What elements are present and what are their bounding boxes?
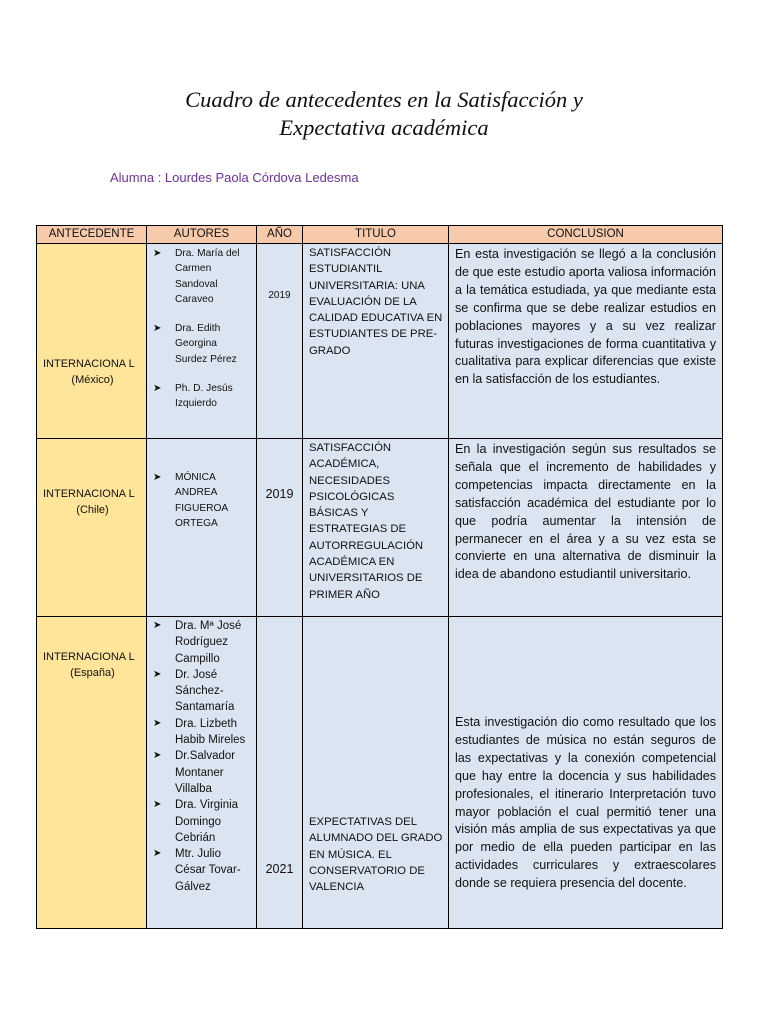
list-item <box>153 846 252 895</box>
student-name: Alumna : Lourdes Paola Córdova Ledesma <box>110 170 359 185</box>
antecedente-cell <box>37 244 147 439</box>
table-row <box>37 617 723 929</box>
antecedente-label: INTERNACIONA L <box>43 651 135 663</box>
antecedente-label: INTERNACIONA L <box>43 358 135 370</box>
table-row <box>37 244 723 439</box>
arrow-bullet-icon: ➤ <box>153 248 162 259</box>
list-item <box>153 246 252 307</box>
year-cell: 2021 <box>257 617 303 929</box>
list-item <box>153 618 252 667</box>
author-name: Dra. Lizbeth Habib Mireles <box>175 717 246 747</box>
list-item <box>153 748 252 797</box>
antecedente-place: (España) <box>70 667 115 679</box>
author-name: Ph. D. Jesús Izquierdo <box>175 383 233 410</box>
arrow-bullet-icon: ➤ <box>153 620 162 631</box>
title-cell: SATISFACCIÓN ACADÉMICA, NECESIDADES PSICOLÓGICAS BÁSICAS Y ESTRATEGIAS DE AUTORREGULACIÓN ACADÉMICA EN UNIVERSITARIOS DE PRIMER AÑO <box>303 439 449 617</box>
arrow-bullet-icon: ➤ <box>153 472 162 483</box>
antecedente-cell <box>37 617 147 929</box>
arrow-bullet-icon: ➤ <box>153 750 162 762</box>
list-item <box>153 321 252 367</box>
header-anio: AÑO <box>257 226 303 244</box>
arrow-bullet-icon: ➤ <box>153 383 162 395</box>
authors-cell <box>147 244 257 439</box>
arrow-bullet-icon: ➤ <box>153 668 162 680</box>
antecedents-table <box>36 225 723 929</box>
header-antecedente: ANTECEDENTE <box>37 226 147 244</box>
antecedente-cell <box>37 439 147 617</box>
antecedente-place: (México) <box>71 374 114 386</box>
header-titulo: TITULO <box>303 226 449 244</box>
arrow-bullet-icon: ➤ <box>153 799 162 811</box>
antecedente-label: INTERNACIONA L <box>43 488 135 500</box>
conclusion-cell: Esta investigación dio como resultado que los estudiantes de música no están seguros de las expectativas y la conexión competencial que hay entre la docencia y sus habilidades profesionales, el itinerario Interpretación tuvo mayor población el cual permitió tener una visión más amplia de sus expectativas ya que por medio de ella pueden participar en las actividades curriculares y extraescolares donde se requiera presencia del docente. <box>449 617 723 929</box>
table-header-row <box>37 226 723 244</box>
arrow-bullet-icon: ➤ <box>153 323 162 335</box>
title-cell: EXPECTATIVAS DEL ALUMNADO DEL GRADO EN MÚSICA. EL CONSERVATORIO DE VALENCIA <box>303 617 449 929</box>
authors-cell <box>147 617 257 929</box>
author-name: Dr.Salvador Montaner Villalba <box>175 750 236 795</box>
list-item <box>153 470 252 531</box>
table-row <box>37 439 723 617</box>
arrow-bullet-icon: ➤ <box>153 717 162 729</box>
author-name: Dra. María del Carmen Sandoval Caraveo <box>175 248 240 305</box>
document-title-line-1: Cuadro de antecedentes en la Satisfacción y <box>185 87 583 112</box>
conclusion-cell: En la investigación según sus resultados se señala que el incremento de habilidades y competencias impacta directamente en la satisfacción académica del estudiante por lo que podría aumentar la intensión de permanecer en el área y a su vez esta se convierte en una alternativa de disminuir la idea de abandono estudiantil universitario. <box>449 439 723 617</box>
document-title-line-2: Expectativa académica <box>279 115 489 140</box>
list-item <box>153 797 252 846</box>
authors-cell <box>147 439 257 617</box>
year-cell: 2019 <box>257 439 303 617</box>
list-item <box>153 716 252 749</box>
document-title <box>0 86 768 142</box>
author-name: Dra. Mª José Rodríguez Campillo <box>175 620 242 665</box>
title-cell: SATISFACCIÓN ESTUDIANTIL UNIVERSITARIA: UNA EVALUACIÓN DE LA CALIDAD EDUCATIVA EN ESTUDIANTES DE PRE-GRADO <box>303 244 449 439</box>
arrow-bullet-icon: ➤ <box>153 848 162 860</box>
author-name: Dra. Virginia Domingo Cebrián <box>175 799 239 844</box>
author-name: MÓNICA ANDREA FIGUEROA ORTEGA <box>175 472 228 529</box>
antecedente-place: (Chile) <box>76 504 109 516</box>
author-name: Mtr. Julio César Tovar-Gálvez <box>175 848 241 893</box>
conclusion-cell: En esta investigación se llegó a la conclusión de que este estudio aporta valiosa información a la temática estudiada, ya que mediante esta se confirma que se debe realizar estudios en poblaciones mayores y a su vez realizar futuras investigaciones de forma cuantitativa y cualitativa para explicar diferencias que existe en la satisfacción de los estudiantes. <box>449 244 723 439</box>
year-cell: 2019 <box>257 244 303 439</box>
author-name: Dr. José Sánchez-Santamaría <box>175 668 235 714</box>
list-item <box>153 667 252 716</box>
list-item <box>153 381 252 412</box>
author-name: Dra. Edith Georgina Surdez Pérez <box>175 323 237 365</box>
header-conclusion: CONCLUSION <box>449 226 723 244</box>
header-autores: AUTORES <box>147 226 257 244</box>
